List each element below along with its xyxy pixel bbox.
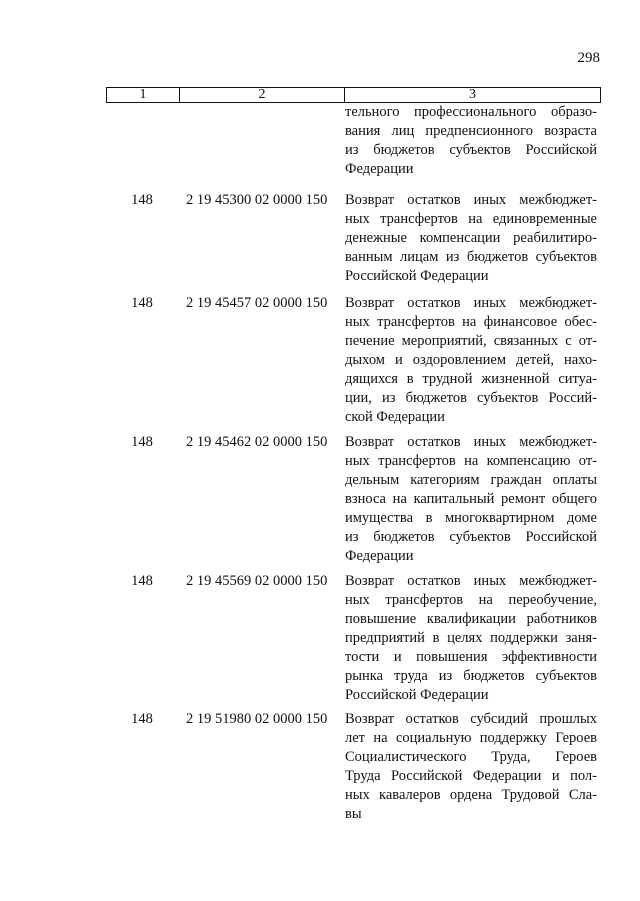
- text-line: тости и повышения эффективности: [345, 649, 597, 665]
- text-line: Труда Российской Федерации и пол-: [345, 768, 597, 784]
- text-line: лет на социальную поддержку Героев: [345, 730, 597, 746]
- header-col-3: 3: [345, 88, 601, 103]
- budget-code: 2 19 45569 02 0000 150: [186, 573, 328, 589]
- text-line: вы: [345, 806, 362, 822]
- header-col-1: 1: [107, 88, 180, 103]
- header-col-2: 2: [180, 88, 345, 103]
- text-line: вания лиц предпенсионного возраста: [345, 123, 597, 139]
- admin-code: 148: [131, 192, 153, 208]
- budget-code: 2 19 51980 02 0000 150: [186, 711, 328, 727]
- text-line: дыхом и оздоровлением детей, нахо-: [345, 352, 597, 368]
- text-line: ванным лицам из бюджетов субъектов: [345, 249, 597, 265]
- text-line: из бюджетов субъектов Российской: [345, 142, 597, 158]
- text-line: имущества в многоквартирном доме: [345, 510, 597, 526]
- text-line: Возврат остатков иных межбюджет-: [345, 295, 597, 311]
- text-line: Российской Федерации: [345, 687, 489, 703]
- text-line: ных трансфертов на переобучение,: [345, 592, 597, 608]
- text-line: из бюджетов субъектов Российской: [345, 529, 597, 545]
- table-header: [106, 87, 601, 103]
- row-description: [345, 294, 597, 427]
- text-line: ных трансфертов на финансовое обес-: [345, 314, 597, 330]
- row-description: [345, 572, 597, 705]
- text-line: дельным категориям граждан оплаты: [345, 472, 597, 488]
- budget-code: 2 19 45457 02 0000 150: [186, 295, 328, 311]
- row-description: [345, 433, 597, 566]
- text-line: Социалистического Труда, Героев: [345, 749, 597, 765]
- text-line: Возврат остатков иных межбюджет-: [345, 434, 597, 450]
- budget-code: 2 19 45462 02 0000 150: [186, 434, 328, 450]
- header-row: [107, 88, 601, 103]
- text-line: дящихся в трудной жизненной ситуа-: [345, 371, 597, 387]
- text-line: ции, из бюджетов субъектов Россий-: [345, 390, 597, 406]
- admin-code: 148: [131, 434, 153, 450]
- text-line: ных трансфертов на единовременные: [345, 211, 597, 227]
- row-description: [345, 710, 597, 824]
- text-line: повышение квалификации работников: [345, 611, 597, 627]
- admin-code: 148: [131, 573, 153, 589]
- text-line: Федерации: [345, 161, 414, 177]
- text-line: ской Федерации: [345, 409, 445, 425]
- text-line: рынка труда из бюджетов субъектов: [345, 668, 597, 684]
- text-line: тельного профессионального образо-: [345, 104, 597, 120]
- text-line: Федерации: [345, 548, 414, 564]
- text-line: Возврат остатков субсидий прошлых: [345, 711, 597, 727]
- text-line: денежные компенсации реабилитиро-: [345, 230, 597, 246]
- page-number: 298: [577, 50, 600, 66]
- text-line: Российской Федерации: [345, 268, 489, 284]
- row-description: [345, 191, 597, 286]
- text-line: предприятий в целях поддержки заня-: [345, 630, 597, 646]
- text-line: ных трансфертов на компенсацию от-: [345, 453, 597, 469]
- text-line: взноса на капитальный ремонт общего: [345, 491, 597, 507]
- admin-code: 148: [131, 711, 153, 727]
- budget-code: 2 19 45300 02 0000 150: [186, 192, 328, 208]
- continuation-text: [345, 103, 597, 179]
- admin-code: 148: [131, 295, 153, 311]
- text-line: ных кавалеров ордена Трудовой Сла-: [345, 787, 597, 803]
- text-line: Возврат остатков иных межбюджет-: [345, 192, 597, 208]
- text-line: печение мероприятий, связанных с от-: [345, 333, 597, 349]
- text-line: Возврат остатков иных межбюджет-: [345, 573, 597, 589]
